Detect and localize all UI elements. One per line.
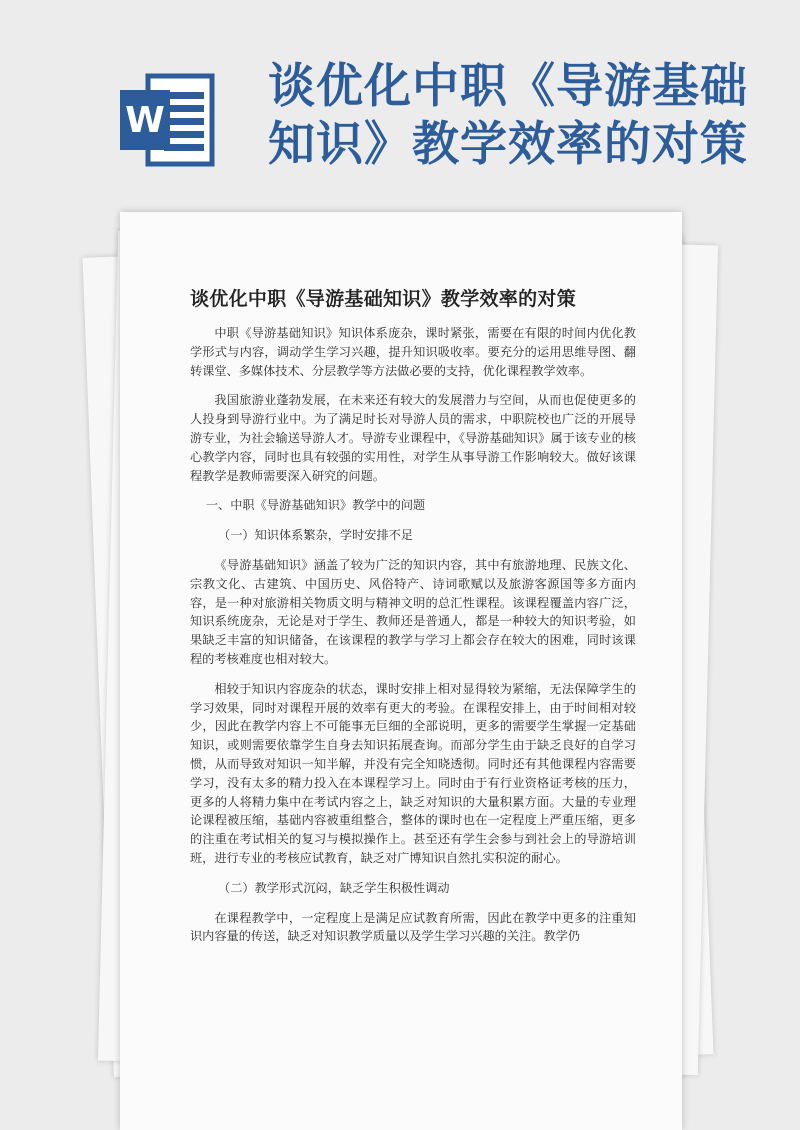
banner-title-line-1: 谈优化中职《导游基础 xyxy=(268,59,748,114)
paragraph-body-2: 相较于知识内容庞杂的状态，课时安排上相对显得较为紧缩，无法保障学生的学习效果，同时对课程开展的效率有更大的考验。在课程安排上，由于时间相对较少，因此在教学内容上不可能事无巨细的全部说明，更多的需要学生掌握一定基础知识，或则需要依靠学生自身去知识拓展查询。而部分学生由于缺乏良好的自学习惯，从而导致对知识一知半解，并没有完全知晓透彻。同时还有其他课程内容需要学习，没有太多的精力投入在本课程学习上。同时由于有行业资格证考核的压力，更多的人将精力集中在考试内容之上，缺乏对知识的大量积累方面。大量的专业理论课程被压缩，基础内容被重组整合，整体的课时也在一定程度上严重压缩，更多的注重在考试相关的复习与模拟操作上。甚至还有学生会参与到社会上的导游培训班，进行专业的考核应试教育，缺乏对广博知识自然扎实积淀的耐心。 xyxy=(190,681,636,865)
paragraph-abstract: 中职《导游基础知识》知识体系庞杂，课时紧张，需要在有限的时间内优化教学形式与内容，调动学生学习兴趣，提升知识吸收率。要充分的运用思维导图、翻转课堂、多媒体技术、分层教学等方法做必要的支持，优化课程教学效率。 xyxy=(190,326,636,378)
word-icon-letter: W xyxy=(125,100,165,141)
document-body xyxy=(190,324,636,957)
paragraph-body-1: 《导游基础知识》涵盖了较为广泛的知识内容，其中有旅游地理、民族文化、宗教文化、古建筑、中国历史、风俗特产、诗词歌赋以及旅游客源国等多方面内容，是一种对旅游相关物质文明与精神文明的总汇性课程。该课程覆盖内容广泛，知识系统庞杂，无论是对于学生、教师还是普通人，都是一种较大的知识考验，如果缺乏丰富的知识储备，在该课程的教学与学习上都会存在较大的困难，同时该课程的考核难度也相对较大。 xyxy=(190,557,636,666)
paragraph-body-3: 在课程教学中，一定程度上是满足应试教育所需，因此在教学中更多的注重知识内容量的传送，缺乏对知识教学质量以及学生学习兴趣的关注。教学仍 xyxy=(190,910,636,944)
word-document-icon xyxy=(118,70,218,170)
subsection-heading-1: （一）知识体系繁杂，学时安排不足 xyxy=(218,528,414,543)
paragraph-intro: 我国旅游业蓬勃发展，在未来还有较大的发展潜力与空间，从而也促使更多的人投身到导游行业中。为了满足时长对导游人员的需求，中职院校也广泛的开展导游专业，为社会输送导游人才。导游专业课程中，《导游基础知识》属于该专业的核心教学内容，同时也具有较强的实用性，对学生从事导游工作影响较大。做好该课程教学是教师需要深入研究的问题。 xyxy=(190,393,636,483)
banner-title xyxy=(268,58,788,174)
section-heading-1: 一、中职《导游基础知识》教学中的问题 xyxy=(205,498,426,513)
subsection-heading-2: （二）教学形式沉闷，缺乏学生积极性调动 xyxy=(218,880,450,895)
document-page xyxy=(120,212,682,1130)
banner xyxy=(0,0,800,210)
banner-title-line-2: 知识》教学效率的对策 xyxy=(268,117,748,172)
document-title: 谈优化中职《导游基础知识》教学效率的对策 xyxy=(190,288,577,310)
